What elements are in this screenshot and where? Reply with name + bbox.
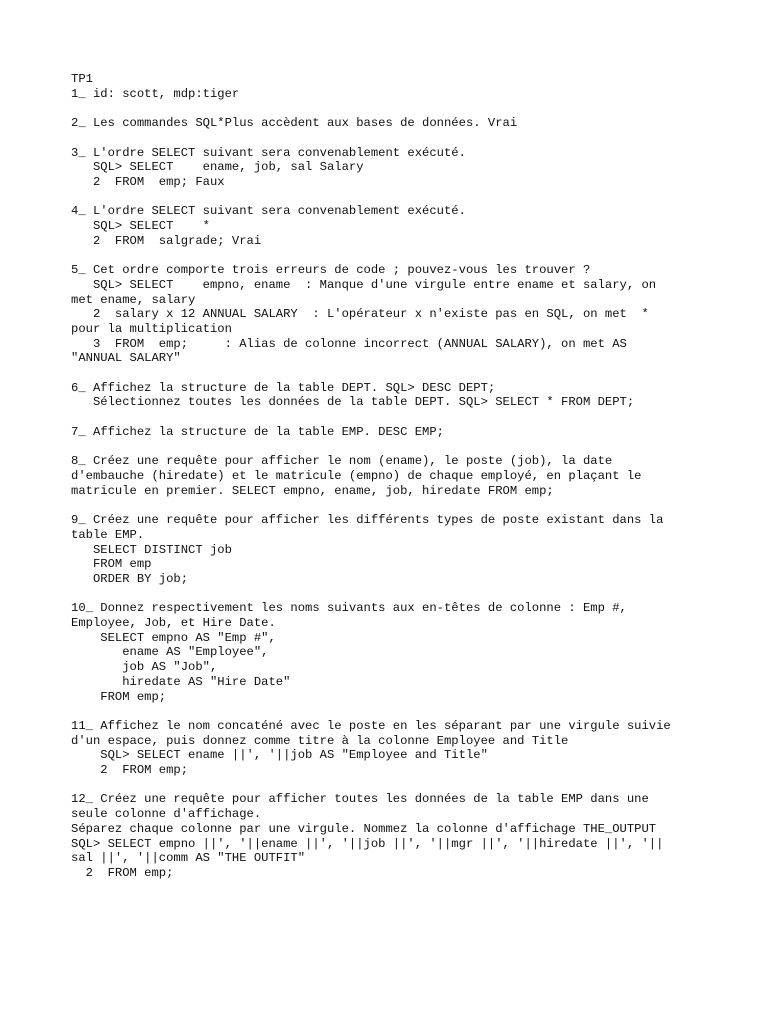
document-line: met ename, salary [71,292,196,307]
document-line: 11_ Affichez le nom concaténé avec le poste en les séparant par une virgule suivie [71,718,671,733]
document-line: 3_ L'ordre SELECT suivant sera convenablement exécuté. [71,145,466,160]
blank-line [71,440,711,455]
document-line: FROM emp [71,557,152,572]
document-line: 10_ Donnez respectivement les noms suivants aux en-têtes de colonne : Emp #, [71,601,627,616]
document-line: SQL> SELECT ename, job, sal Salary [71,160,364,175]
document-line: hiredate AS "Hire Date" [71,674,291,689]
blank-line [71,248,711,263]
document-line: 2 FROM emp; [71,763,189,778]
blank-line [71,704,711,719]
document-line: 7_ Affichez la structure de la table EMP. DESC EMP; [71,424,444,439]
document-line: "ANNUAL SALARY" [71,351,181,366]
document-line: 3 FROM emp; : Alias de colonne incorrect (ANNUAL SALARY), on met AS [71,336,627,351]
document-line: Employee, Job, et Hire Date. [71,616,276,631]
document-line: SELECT empno AS "Emp #", [71,630,276,645]
document-line: 6_ Affichez la structure de la table DEPT. SQL> DESC DEPT; [71,380,496,395]
document-line: SQL> SELECT ename ||', '||job AS "Employee and Title" [71,748,488,763]
blank-line [71,131,711,146]
document-line: 8_ Créez une requête pour afficher le nom (ename), le poste (job), la date [71,454,613,469]
document-line: 2 salary x 12 ANNUAL SALARY : L'opérateur x n'existe pas en SQL, on met * [71,307,649,322]
document-line: d'embauche (hiredate) et le matricule (empno) de chaque employé, en plaçant le [71,468,642,483]
document-line: ORDER BY job; [71,571,189,586]
blank-line [71,498,711,513]
document-line: 4_ L'ordre SELECT suivant sera convenablement exécuté. [71,204,466,219]
document-line: 12_ Créez une requête pour afficher toutes les données de la table EMP dans une [71,792,649,807]
document-line: TP1 [71,72,93,86]
document-line: 1_ id: scott, mdp:tiger [71,86,240,101]
blank-line [71,190,711,205]
document-line: SQL> SELECT empno, ename : Manque d'une virgule entre ename et salary, on [71,277,657,292]
document-line: SQL> SELECT empno ||', '||ename ||', '||job ||', '||mgr ||', '||hiredate ||', '|| [71,836,664,851]
document-line: 2 FROM salgrade; Vrai [71,233,262,248]
document-line: table EMP. [71,527,145,542]
document-body [71,72,711,881]
blank-line [71,587,711,602]
document-line: SELECT DISTINCT job [71,542,232,557]
document-line: 5_ Cet ordre comporte trois erreurs de code ; pouvez-vous les trouver ? [71,263,591,278]
document-line: 2 FROM emp; Faux [71,174,225,189]
document-line: Sélectionnez toutes les données de la table DEPT. SQL> SELECT * FROM DEPT; [71,395,635,410]
blank-line [71,101,711,116]
document-line: SQL> SELECT * [71,219,210,234]
document-line: 2 FROM emp; [71,865,174,880]
blank-line [71,366,711,381]
document-line: sal ||', '||comm AS "THE OUTFIT" [71,851,306,866]
document-line: job AS "Job", [71,660,218,675]
document-line: d'un espace, puis donnez comme titre à la colonne Employee and Title [71,733,569,748]
document-line: pour la multiplication [71,321,232,336]
document-line: FROM emp; [71,689,167,704]
blank-line [71,410,711,425]
blank-line [71,778,711,793]
document-line: Séparez chaque colonne par une virgule. Nommez la colonne d'affichage THE_OUTPUT [71,821,657,836]
document-line: ename AS "Employee", [71,645,269,660]
document-line: seule colonne d'affichage. [71,807,262,822]
document-line: 9_ Créez une requête pour afficher les différents types de poste existant dans la [71,513,664,528]
document-line: 2_ Les commandes SQL*Plus accèdent aux bases de données. Vrai [71,116,518,131]
document-line: matricule en premier. SELECT empno, ename, job, hiredate FROM emp; [71,483,554,498]
